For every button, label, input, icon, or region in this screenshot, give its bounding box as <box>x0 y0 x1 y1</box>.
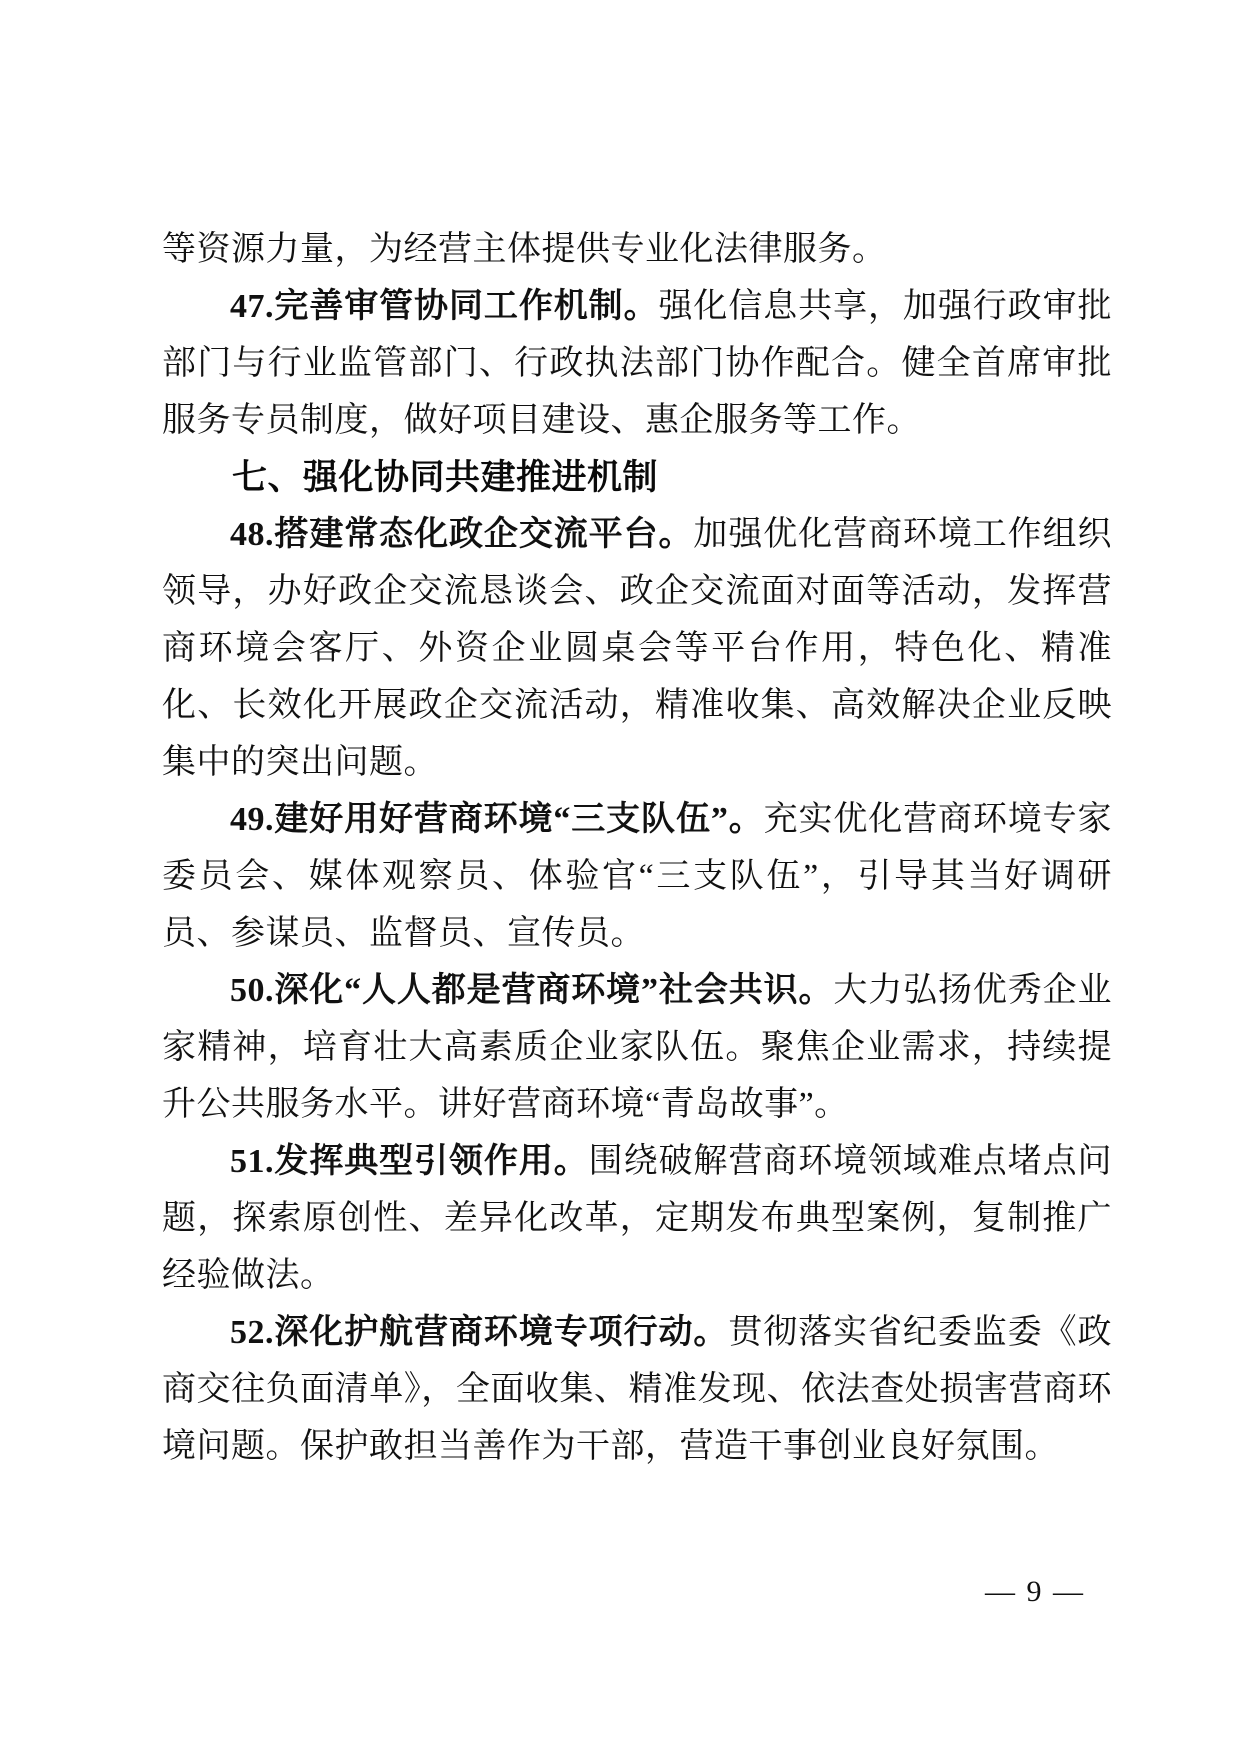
paragraph-item-52-lead: 52.深化护航营商环境专项行动。 <box>230 1314 729 1351</box>
paragraph-item-47-body: 强化信息共享，加强行政审批部门与行业监管部门、行政执法部门协作配合。健全首席审批服务专员制度，做好项目建设、惠企服务等工作。 <box>162 288 1112 439</box>
paragraph-item-51-lead: 51.发挥典型引领作用。 <box>230 1143 589 1180</box>
paragraph-item-51 <box>162 1133 1112 1304</box>
paragraph-item-52-body: 贯彻落实省纪委监委《政商交往负面清单》，全面收集、精准发现、依法查处损害营商环境问题。保护敢担当善作为干部，营造干事创业良好氛围。 <box>162 1314 1113 1465</box>
paragraph-item-50 <box>162 962 1112 1133</box>
paragraph-item-48 <box>162 506 1112 791</box>
paragraph-item-48-lead: 48.搭建常态化政企交流平台。 <box>230 516 694 553</box>
paragraph-item-49-body: 充实优化营商环境专家委员会、媒体观察员、体验官“三支队伍”，引导其当好调研员、参谋员、监督员、宣传员。 <box>162 801 1113 952</box>
paragraph-item-48-body: 加强优化营商环境工作组织领导，办好政企交流恳谈会、政企交流面对面等活动，发挥营商环境会客厅、外资企业圆桌会等平台作用，特色化、精准化、长效化开展政企交流活动，精准收集、高效解决企业反映集中的突出问题。 <box>162 516 1113 781</box>
paragraph-item-50-body: 大力弘扬优秀企业家精神，培育壮大高素质企业家队伍。聚焦企业需求，持续提升公共服务水平。讲好营商环境“青岛故事”。 <box>162 972 1113 1123</box>
document-body <box>162 221 1112 1475</box>
page-number: — 9 — <box>985 1575 1085 1608</box>
paragraph-item-51-body: 围绕破解营商环境领域难点堵点问题，探索原创性、差异化改革，定期发布典型案例，复制推广经验做法。 <box>162 1143 1113 1294</box>
paragraph-item-47 <box>162 278 1112 449</box>
paragraph-item-47-lead: 47.完善审管协同工作机制。 <box>230 288 659 325</box>
paragraph-item-49-lead: 49.建好用好营商环境“三支队伍”。 <box>230 801 764 838</box>
section-heading: 七、强化协同共建推进机制 <box>232 458 659 497</box>
paragraph-continuation: 等资源力量，为经营主体提供专业化法律服务。 <box>162 231 887 268</box>
paragraph-item-52 <box>162 1304 1112 1475</box>
paragraph-item-49 <box>162 791 1112 962</box>
paragraph-item-50-lead: 50.深化“人人都是营商环境”社会共识。 <box>230 972 834 1009</box>
